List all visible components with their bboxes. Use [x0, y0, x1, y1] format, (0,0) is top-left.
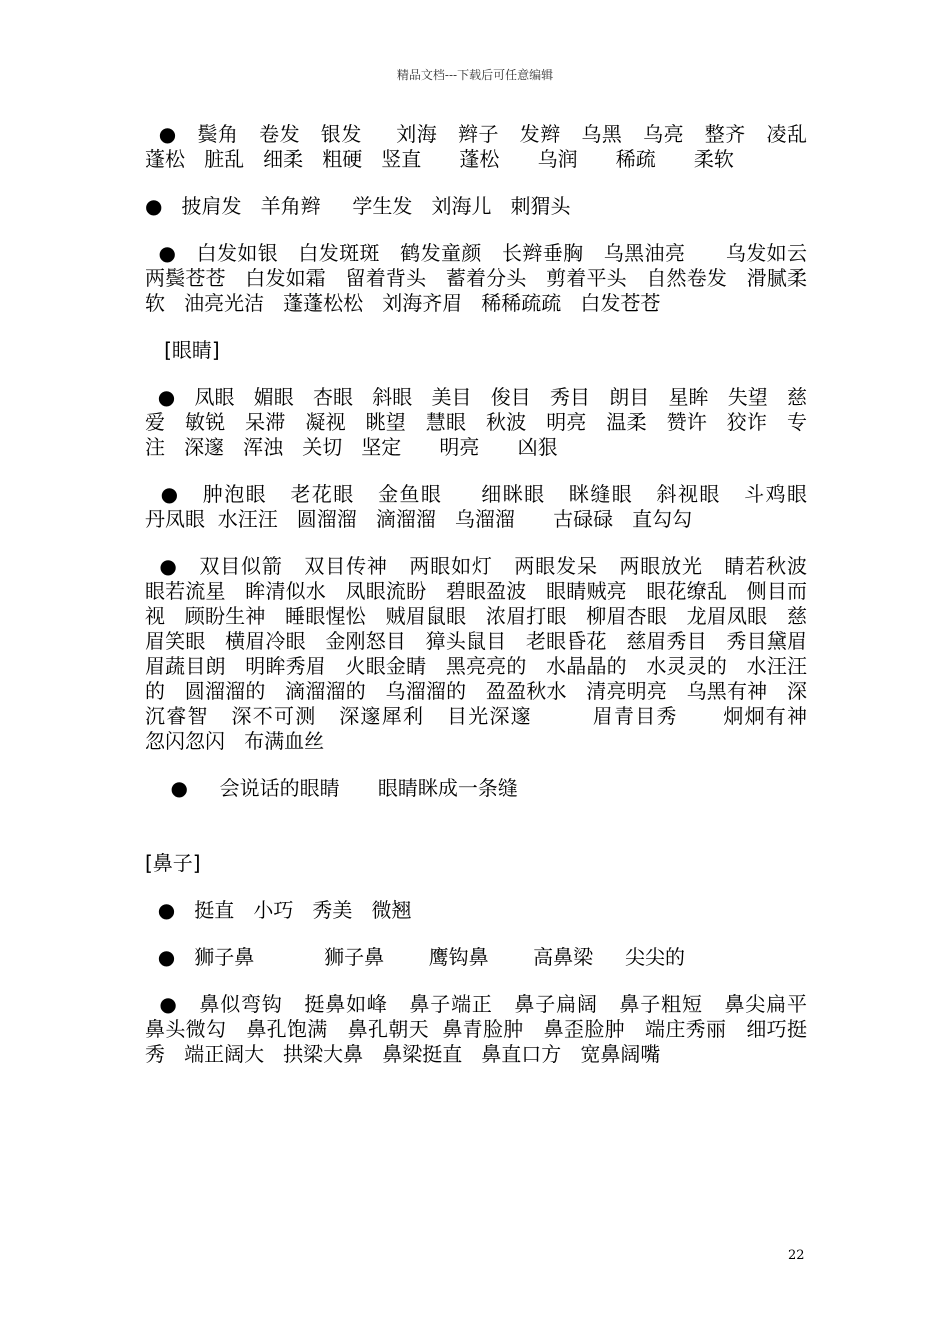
nose-types-paragraph: ● 狮子鼻 狮子鼻 鹰钩鼻 高鼻梁 尖尖的 — [145, 945, 685, 969]
hair-idioms-paragraph: ● 白发如银 白发斑斑 鹤发童颜 长辫垂胸 乌黑油亮 乌发如云 两鬓苍苍 白发如霜 留着背头 蓄着分头 剪着平头 自然卷发 滑腻柔软 油亮光洁 蓬蓬松松 刘海齐眉 稀稀疏疏 白发苍苍 — [145, 241, 827, 315]
eye-words-paragraph: ● 凤眼 媚眼 杏眼 斜眼 美目 俊目 秀目 朗目 星眸 失望 慈爱 敏锐 呆滞 凝视 眺望 慧眼 秋波 明亮 温柔 赞许 狡诈 专注 深邃 浑浊 关切 坚定 明亮 凶狠 — [145, 385, 808, 459]
eye-types-paragraph: ● 肿泡眼 老花眼 金鱼眼 细眯眼 眯缝眼 斜视眼 斗鸡眼 丹凤眼 水汪汪 圆溜溜 滴溜溜 乌溜溜 古碌碌 直勾勾 — [145, 482, 858, 531]
hairstyle-words-paragraph: ● 披肩发 羊角辫 学生发 刘海儿 刺猬头 — [145, 194, 571, 218]
page-header: 精品文档---下载后可任意编辑 — [396, 68, 554, 82]
page-number: 22 — [788, 1248, 805, 1263]
nose-words-paragraph: ● 挺直 小巧 秀美 微翘 — [145, 898, 412, 922]
eye-phrases-paragraph: ● 会说话的眼睛 眼睛眯成一条缝 — [145, 776, 518, 800]
document-body — [145, 122, 858, 1089]
hair-words-paragraph: ● 鬓角 卷发 银发 刘海 辫子 发辫 乌黑 乌亮 整齐 凌乱 蓬松 脏乱 细柔 粗硬 竖直 蓬松 乌润 稀疏 柔软 — [145, 122, 827, 171]
nose-idioms-paragraph: ● 鼻似弯钩 挺鼻如峰 鼻子端正 鼻子扁阔 鼻子粗短 鼻尖扁平 鼻头微勾 鼻孔饱满 鼻孔朝天 鼻青脸肿 鼻歪脸肿 端庄秀丽 细巧挺秀 端正阔大 拱梁大鼻 鼻梁挺直 鼻直口方 宽鼻阔嘴 — [145, 992, 827, 1066]
eye-idioms-paragraph: ● 双目似箭 双目传神 两眼如灯 两眼发呆 两眼放光 睛若秋波 眼若流星 眸清似水 凤眼流盼 碧眼盈波 眼睛贼亮 眼花缭乱 侧目而视 顾盼生神 睡眼惺忪 贼眉鼠眼 浓眉打眼 柳眉杏眼 龙眉凤眼 慈眉笑眼 横眉冷眼 金刚怒目 獐头鼠目 老眼昏花 慈眉秀目 秀目黛眉 眉蔬目朗 明眸秀眉 火眼金睛 黑亮亮的 水晶晶的 水灵灵的 水汪汪的 圆溜溜的 滴溜溜的 乌溜溜的 盈盈秋水 清亮明亮 乌黑有神 深沉睿智 深不可测 深邃犀利 目光深邃 眉青目秀 炯炯有神 忽闪忽闪 布满血丝 — [145, 554, 858, 753]
eyes-section-heading: [眼睛] — [145, 338, 220, 362]
nose-section-heading: [鼻子] — [145, 851, 201, 875]
